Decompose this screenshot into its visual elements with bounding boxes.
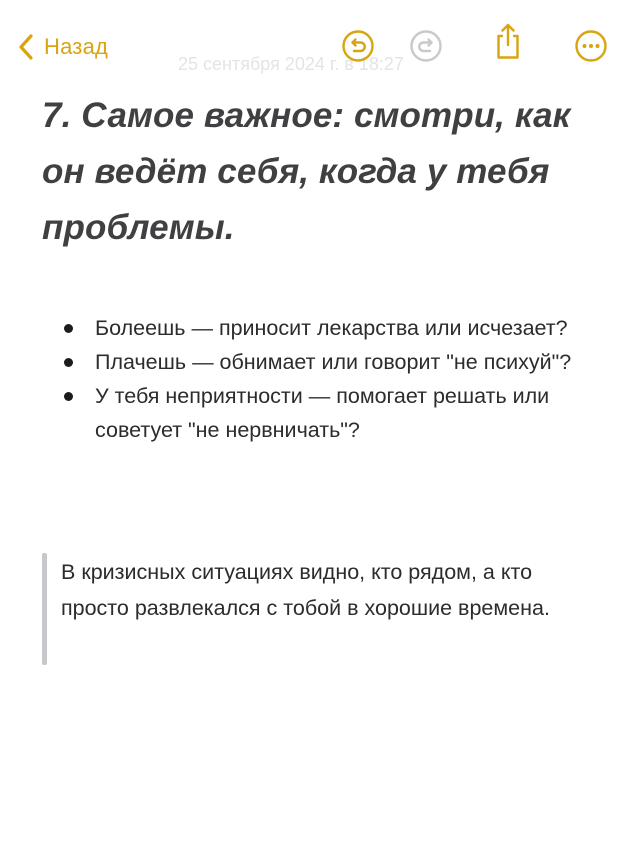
list-item[interactable] <box>42 311 602 345</box>
undo-button[interactable] <box>340 28 376 64</box>
note-body[interactable] <box>42 88 602 447</box>
bullet-dot <box>64 392 73 401</box>
quote-bar <box>42 553 47 665</box>
list-item[interactable] <box>42 379 602 447</box>
list-item-text: Плачешь — обнимает или говорит "не психуй"? <box>95 350 572 374</box>
share-button[interactable] <box>490 24 526 60</box>
back-button[interactable] <box>18 30 108 64</box>
list-item-text: У тебя неприятности — помогает решать или советует "не нервничать"? <box>95 384 550 442</box>
list-item[interactable] <box>42 345 602 379</box>
bullet-dot <box>64 324 73 333</box>
bullet-dot <box>64 358 73 367</box>
bullet-list <box>42 311 602 447</box>
note-date: 25 сентября 2024 г. в 18:27 <box>178 54 404 74</box>
list-item-text: Болеешь — приносит лекарства или исчезает? <box>95 316 568 340</box>
navigation-bar <box>0 0 640 92</box>
block-quote[interactable] <box>42 553 602 665</box>
note-heading[interactable]: 7. Самое важное: смотри, как он ведёт себя, когда у тебя проблемы. <box>42 96 571 247</box>
more-icon <box>574 29 608 63</box>
redo-icon <box>409 29 443 63</box>
chevron-left-icon <box>18 33 34 61</box>
undo-icon <box>341 29 375 63</box>
redo-button[interactable] <box>408 28 444 64</box>
more-button[interactable] <box>573 28 609 64</box>
quote-text: В кризисных ситуациях видно, кто рядом, а кто просто развлекался с тобой в хорошие времена. <box>61 560 550 620</box>
back-label: Назад <box>44 34 109 59</box>
share-icon <box>492 22 524 62</box>
